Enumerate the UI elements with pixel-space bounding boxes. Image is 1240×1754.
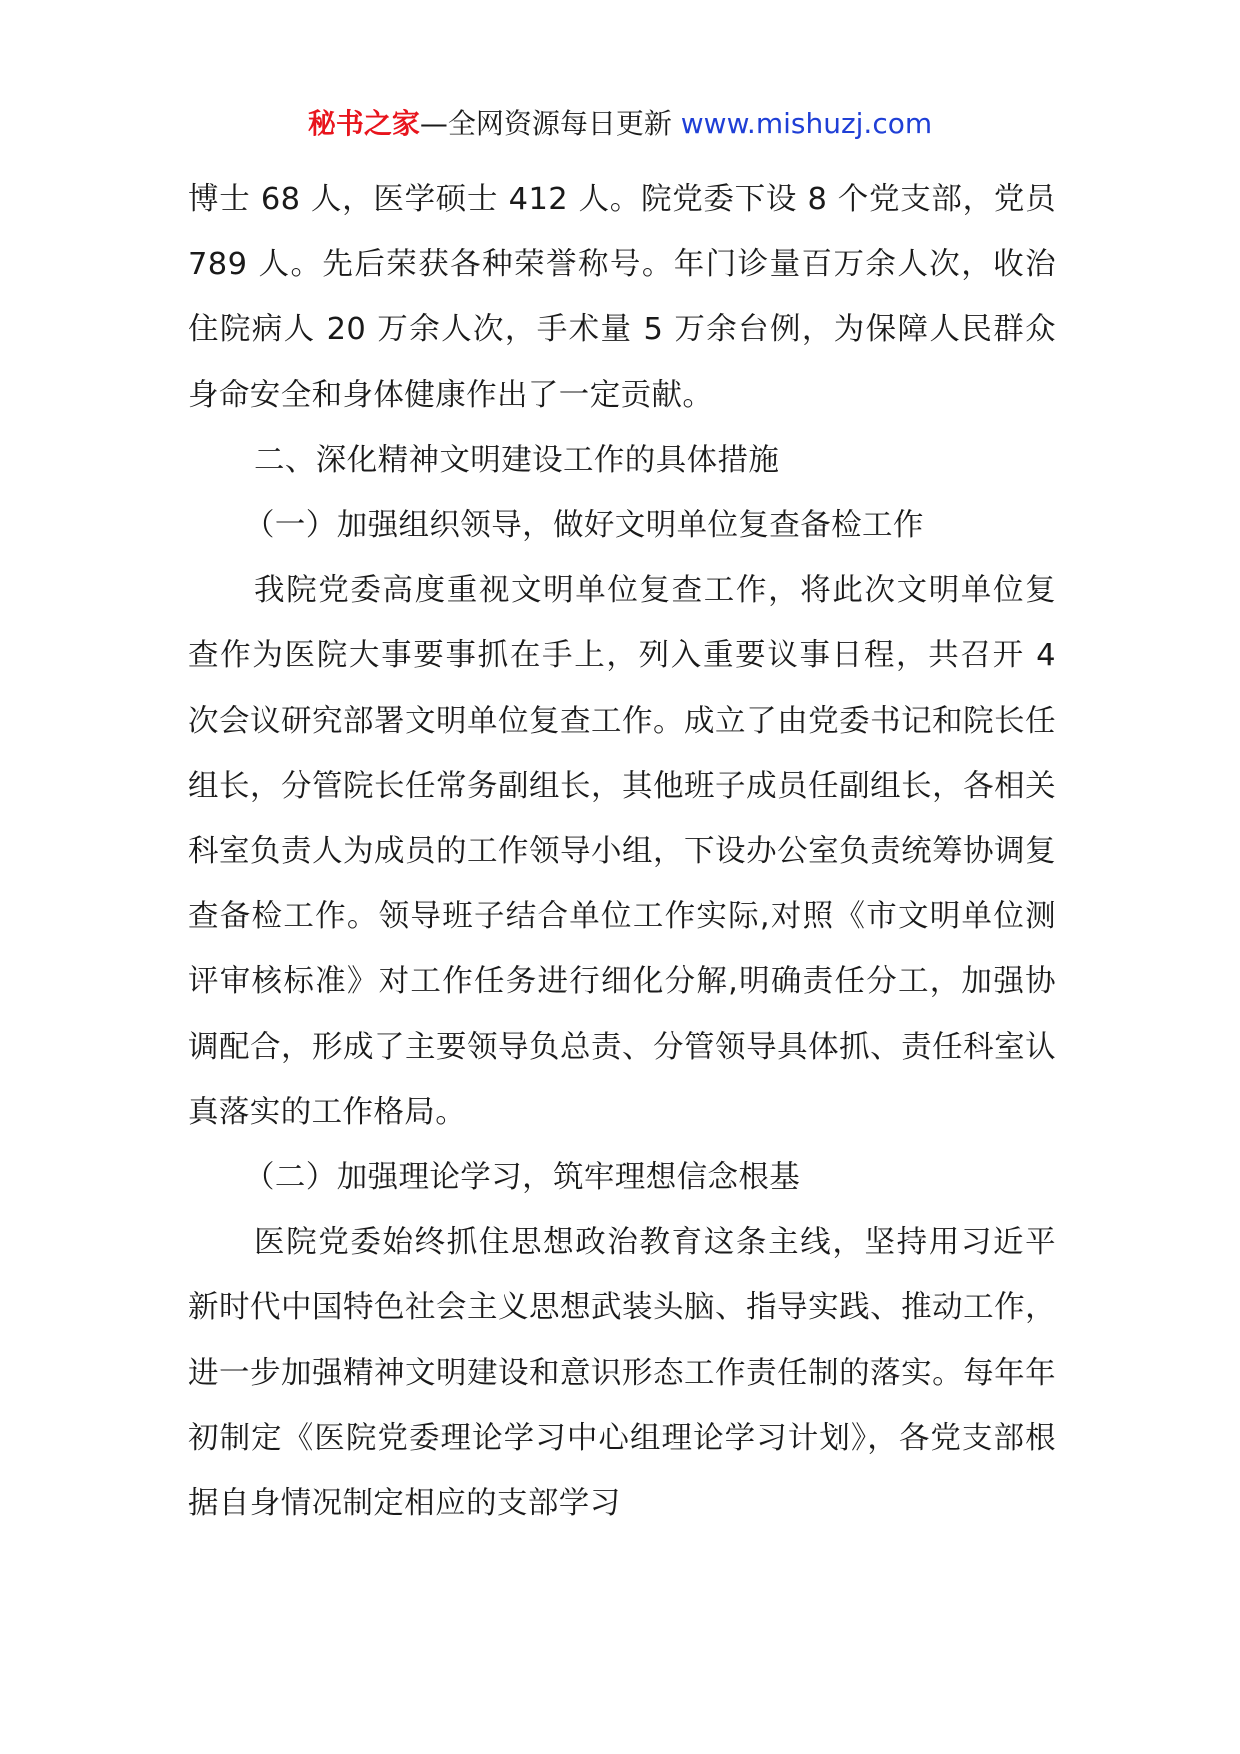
header-brand: 秘书之家 — [307, 107, 420, 140]
paragraph-hospital-overview: 博士 68 人，医学硕士 412 人。院党委下设 8 个党支部，党员 789 人。先后荣获各种荣誉称号。年门诊量百万余人次，收治住院病人 20 万余人次，手术量 5 万余台例，为保障人民群众身命安全和身体健康作出了一定贡献。 — [188, 182, 1056, 413]
page-header — [0, 104, 1240, 144]
subheading-theory-study: （二）加强理论学习，筑牢理想信念根基 — [244, 1160, 801, 1196]
subheading-organization-leadership: （一）加强组织领导，做好文明单位复查备检工作 — [244, 508, 924, 544]
header-tagline: —全网资源每日更新 — [419, 107, 681, 140]
document-body — [188, 167, 1056, 1536]
header-url-link[interactable]: www.mishuzj.com — [680, 107, 933, 140]
section-heading-measures: 二、深化精神文明建设工作的具体措施 — [254, 442, 780, 478]
paragraph-organization-leadership: 我院党委高度重视文明单位复查工作，将此次文明单位复查作为医院大事要事抓在手上，列入重要议事日程，共召开 4 次会议研究部署文明单位复查工作。成立了由党委书记和院长任组长，分管院长任常务副组长，其他班子成员任副组长，各相关科室负责人为成员的工作领导小组，下设办公室负责统筹协调复查备检工作。领导班子结合单位工作实际,对照《市文明单位测评审核标准》对工作任务进行细化分解,明确责任分工，加强协调配合，形成了主要领导负总责、分管领导具体抓、责任科室认真落实的工作格局。 — [188, 573, 1056, 1130]
paragraph-theory-study: 医院党委始终抓住思想政治教育这条主线，坚持用习近平新时代中国特色社会主义思想武装头脑、指导实践、推动工作，进一步加强精神文明建设和意识形态工作责任制的落实。每年年初制定《医院党委理论学习中心组理论学习计划》，各党支部根据自身情况制定相应的支部学习 — [188, 1225, 1056, 1522]
